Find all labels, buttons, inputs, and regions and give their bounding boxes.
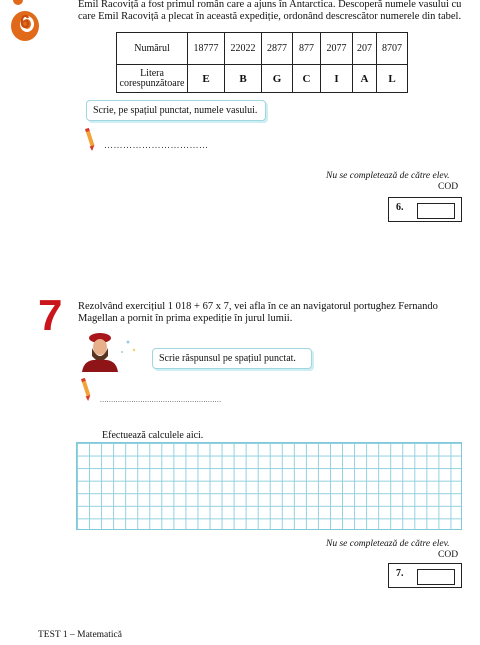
letters-row: [117, 65, 408, 93]
task-7-intro-line-1: Rezolvând exercițiul 1 018 + 67 x 7, vei afla în ce an navigatorul portughez Fernando: [78, 301, 438, 312]
task-6-intro: [78, 0, 464, 23]
number-cell: 8707: [377, 33, 408, 65]
task-6-number-badge: [8, 0, 42, 44]
pencil-icon: [80, 378, 92, 402]
letter-cell: E: [188, 65, 225, 93]
task-7-intro-line-2: Magellan a pornit în prima expediție în jurul lumii.: [78, 313, 293, 324]
task-7-intro: [78, 301, 462, 325]
task-7-instruction-box: [152, 348, 312, 369]
letter-cell: L: [377, 65, 408, 93]
task-6-number: 6: [20, 12, 31, 32]
task-7-instruction: Scrie răspunsul pe spațiul punctat.: [159, 353, 296, 364]
number-cell: 2077: [321, 33, 353, 65]
calculation-grid[interactable]: [76, 442, 462, 530]
task-7-number: 7: [38, 291, 63, 340]
letters-row-header-line-2: corespunzătoare: [119, 77, 185, 89]
numbers-row-header: Numărul: [117, 33, 188, 65]
task-7-number-badge: [38, 291, 68, 342]
number-cell: 877: [293, 33, 321, 65]
footer-test-label: TEST 1 – Matematică: [38, 630, 122, 640]
number-cell: 18777: [188, 33, 225, 65]
number-cell: 22022: [225, 33, 262, 65]
task-6-score-label: 6.: [396, 202, 404, 213]
task-7-score-field[interactable]: [417, 569, 455, 585]
letter-cell: C: [293, 65, 321, 93]
letters-row-header-line-1: Litera: [140, 67, 164, 79]
task-6-intro-line-2: care Emil Racoviță a plecat în această expediție, ordonând descrescător numerele din tabel.: [78, 11, 462, 22]
letter-cell: B: [225, 65, 262, 93]
task-6-instruction: Scrie, pe spațiul punctat, numele vasului.: [93, 105, 258, 116]
number-cell: 207: [353, 33, 377, 65]
letter-cell: A: [353, 65, 377, 93]
task-7-calc-label: Efectuează calculele aici.: [102, 430, 204, 441]
task-6-answer-line[interactable]: ……………………………: [104, 140, 209, 150]
pencil-icon: [84, 128, 96, 152]
task-6-score-field[interactable]: [417, 203, 455, 219]
letter-cell: G: [262, 65, 293, 93]
task-7-note: Nu se completează de către elev.: [326, 539, 450, 549]
task-6-score-box: [388, 197, 462, 222]
task-6-instruction-box: [86, 100, 266, 121]
number-letter-table: [116, 32, 408, 93]
task-7-score-label: 7.: [396, 568, 404, 579]
letters-row-header: [117, 65, 188, 93]
task-7-answer-line[interactable]: ......................................................: [100, 396, 222, 404]
letter-cell: I: [321, 65, 353, 93]
task-6-note: Nu se completează de către elev.: [326, 171, 450, 181]
task-6-cod: COD: [438, 182, 459, 192]
task-6-intro-line-1: Emil Racoviță a fost primul român care a ajuns în Antarctica. Descoperă numele vasului cu: [78, 0, 462, 10]
numbers-row: [117, 33, 408, 65]
task-7-cod: COD: [438, 550, 459, 560]
magellan-portrait-image: [78, 330, 144, 372]
task-7-score-box: [388, 563, 462, 588]
number-cell: 2877: [262, 33, 293, 65]
